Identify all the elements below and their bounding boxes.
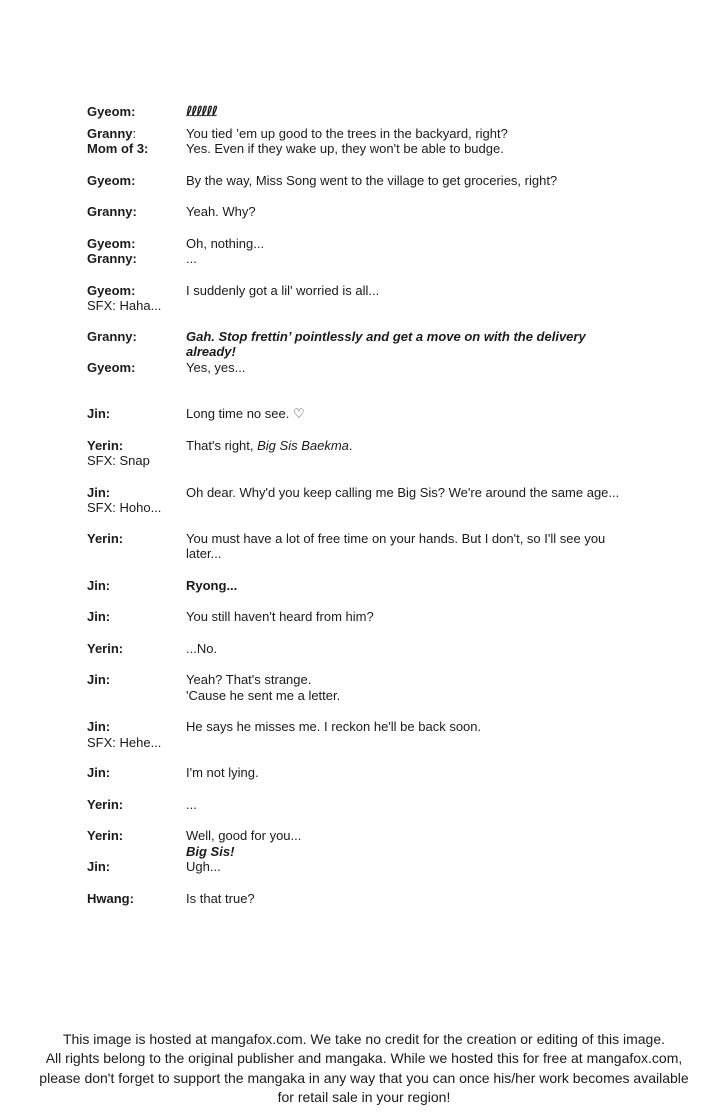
speaker-label: Jin: [87, 765, 111, 780]
sfx-row [87, 500, 687, 516]
dialogue-group [87, 173, 687, 189]
dialogue-line [186, 104, 217, 121]
dialogue-segment: ...No. [186, 640, 218, 656]
dialogue-group [87, 609, 687, 625]
hosting-disclaimer [0, 1030, 728, 1108]
dialogue-text [186, 672, 340, 703]
dialogue-text [186, 283, 379, 299]
dialogue-row [87, 578, 687, 594]
dialogue-text [186, 828, 301, 859]
dialogue-segment: By the way, Miss Song went to the village to get groceries, right? [186, 172, 558, 188]
dialogue-line [186, 531, 605, 547]
dialogue-line [186, 891, 255, 907]
speaker-label: Jin: [87, 719, 111, 734]
dialogue-group [87, 104, 687, 121]
dialogue-line [186, 173, 557, 189]
dialogue-group [87, 126, 687, 157]
speaker-label: Mom of 3: [87, 141, 149, 156]
dialogue-row [87, 609, 687, 625]
dialogue-row [87, 891, 687, 907]
dialogue-group [87, 828, 687, 875]
dialogue-group [87, 578, 687, 594]
dialogue-group [87, 485, 687, 516]
dialogue-text [186, 485, 619, 501]
dialogue-segment: . [348, 437, 353, 453]
sfx-row [87, 735, 687, 751]
dialogue-segment: Oh dear. Why'd you keep calling me Big Sis? We're around the same age... [186, 484, 620, 500]
dialogue-line [186, 204, 256, 220]
dialogue-line [186, 344, 586, 360]
dialogue-segment: Big Sis Baekma [257, 437, 349, 453]
dialogue-line [186, 688, 340, 704]
speaker-label: Granny: [87, 204, 137, 219]
dialogue-group [87, 406, 687, 422]
dialogue-segment: You must have a lot of free time on your hands. But I don't, so I'll see you [186, 530, 606, 546]
dialogue-row [87, 283, 687, 299]
speaker-label: Gyeom: [87, 172, 136, 188]
dialogue-group [87, 641, 687, 657]
dialogue-row [87, 719, 687, 735]
dialogue-segment: Ryong... [186, 577, 238, 593]
dialogue-segment: Yes. Even if they wake up, they won't be able to budge. [186, 141, 504, 156]
dialogue-segment: Big Sis! [186, 843, 235, 859]
dialogue-row [87, 485, 687, 501]
dialogue-row [87, 173, 687, 189]
speaker-label: Hwang: [87, 890, 134, 906]
dialogue-text [186, 141, 504, 157]
dialogue-row [87, 797, 687, 813]
dialogue-row [87, 204, 687, 220]
dialogue-group [87, 719, 687, 750]
dialogue-group [87, 797, 687, 813]
speaker-label: Gyeom: [87, 359, 136, 375]
dialogue-row [87, 765, 687, 781]
dialogue-text [186, 641, 217, 657]
dialogue-text [186, 891, 255, 907]
speaker-label: Yerin: [87, 828, 124, 843]
dialogue-text [186, 609, 374, 625]
speaker-label [87, 126, 186, 142]
dialogue-row [87, 406, 687, 422]
dialogue-line [186, 251, 197, 267]
dialogue-segment: You still haven't heard from him? [186, 609, 374, 624]
speaker-label: Gyeom: [87, 282, 136, 298]
dialogue-segment: Oh, nothing... [186, 235, 265, 251]
dialogue-text [186, 578, 237, 594]
dialogue-transcript [87, 104, 687, 906]
dialogue-segment: You tied ’em up good to the trees in the backyard, right? [186, 125, 508, 141]
footer-line: please don't forget to support the mangaka in any way that you can once his/her work becomes available [39, 1069, 689, 1086]
dialogue-line [186, 765, 259, 781]
sfx-row [87, 453, 687, 469]
dialogue-row [87, 672, 687, 703]
dialogue-segment: later... [186, 546, 222, 561]
speaker-label: Jin: [87, 484, 111, 500]
dialogue-segment: I suddenly got a lil' worried is all... [186, 282, 380, 298]
speaker-label: Granny: [87, 251, 137, 266]
dialogue-row [87, 531, 687, 562]
dialogue-segment: Long time no see. ♡ [186, 406, 305, 421]
dialogue-segment: ... [186, 796, 197, 812]
dialogue-segment: 'Cause he sent me a letter. [186, 687, 341, 703]
dialogue-text [186, 360, 246, 376]
dialogue-group [87, 891, 687, 907]
footer-line: for retail sale in your region! [277, 1089, 451, 1106]
dialogue-line [186, 126, 508, 142]
dialogue-row [87, 126, 687, 142]
sfx-label: SFX: Snap [87, 453, 150, 468]
dialogue-group [87, 329, 687, 376]
dialogue-row [87, 828, 687, 859]
dialogue-line [186, 828, 301, 844]
dialogue-text [186, 236, 264, 252]
dialogue-row [87, 141, 687, 157]
speaker-label: Jin: [87, 609, 111, 624]
dialogue-line [186, 641, 217, 657]
speaker-label: Yerin: [87, 796, 124, 812]
dialogue-line [186, 719, 481, 735]
dialogue-segment: Is that true? [186, 890, 255, 906]
speaker-colon: : [132, 125, 137, 141]
dialogue-text [186, 251, 197, 267]
dialogue-line [186, 329, 586, 345]
dialogue-segment: ... [186, 251, 197, 266]
dialogue-segment: Gah. Stop frettin’ pointlessly and get a move on with the delivery [186, 328, 586, 344]
dialogue-text [186, 531, 605, 562]
dialogue-row [87, 251, 687, 267]
speaker-label: Jin: [87, 406, 111, 421]
sfx-label: SFX: Hehe... [87, 734, 162, 750]
dialogue-text [186, 719, 481, 735]
dialogue-line [186, 609, 374, 625]
dialogue-text [186, 438, 353, 454]
script-scribble: ℓℓℓℓℓℓ [186, 104, 217, 120]
speaker-label: Yerin: [87, 437, 124, 453]
dialogue-segment: Yes, yes... [186, 359, 246, 375]
dialogue-line [186, 141, 504, 157]
dialogue-row [87, 859, 687, 875]
dialogue-segment: Well, good for you... [186, 828, 302, 843]
dialogue-group [87, 531, 687, 562]
dialogue-segment: Yeah? That's strange. [186, 672, 312, 687]
footer-line: All rights belong to the original publisher and mangaka. While we hosted this for free at mangafox.com, [45, 1050, 683, 1067]
dialogue-line [186, 859, 221, 875]
sfx-label: SFX: Hoho... [87, 500, 162, 515]
dialogue-text [186, 765, 259, 781]
dialogue-segment: Ugh... [186, 859, 221, 874]
footer-line: This image is hosted at mangafox.com. We take no credit for the creation or editing of this image. [62, 1031, 666, 1047]
dialogue-group [87, 672, 687, 703]
dialogue-text [186, 797, 197, 813]
speaker-label: Granny: [87, 328, 137, 344]
dialogue-segment: He says he misses me. I reckon he'll be back soon. [186, 719, 482, 734]
dialogue-line [186, 236, 264, 252]
sfx-label: SFX: Haha... [87, 298, 162, 313]
dialogue-segment: already! [186, 344, 236, 359]
dialogue-group [87, 438, 687, 469]
dialogue-line [186, 485, 619, 501]
dialogue-line [186, 797, 197, 813]
dialogue-line [186, 578, 237, 594]
speaker-label: Jin: [87, 859, 111, 874]
speaker-label: Jin: [87, 577, 111, 593]
speaker-name: Granny [87, 125, 133, 141]
dialogue-row [87, 360, 687, 376]
dialogue-text [186, 173, 557, 189]
dialogue-text [186, 204, 256, 220]
dialogue-line [186, 844, 301, 860]
speaker-label: Gyeom: [87, 104, 136, 119]
dialogue-segment: I'm not lying. [186, 765, 259, 780]
dialogue-group [87, 236, 687, 267]
dialogue-line [186, 406, 305, 422]
dialogue-group [87, 283, 687, 314]
dialogue-row [87, 641, 687, 657]
dialogue-text [186, 329, 586, 360]
dialogue-text [186, 126, 508, 142]
dialogue-text [186, 104, 217, 121]
dialogue-row [87, 104, 687, 121]
dialogue-line [186, 360, 246, 376]
dialogue-line [186, 546, 605, 562]
dialogue-line [186, 283, 379, 299]
dialogue-row [87, 438, 687, 454]
dialogue-segment: Yeah. Why? [186, 204, 256, 219]
sfx-row [87, 298, 687, 314]
dialogue-text [186, 859, 221, 875]
speaker-label: Yerin: [87, 530, 124, 546]
dialogue-group [87, 765, 687, 781]
speaker-label: Yerin: [87, 640, 124, 656]
dialogue-segment: That's right, [186, 437, 258, 453]
dialogue-row [87, 236, 687, 252]
speaker-label: Jin: [87, 672, 111, 687]
dialogue-line [186, 672, 340, 688]
dialogue-group [87, 204, 687, 220]
dialogue-text [186, 406, 305, 422]
dialogue-line [186, 438, 353, 454]
speaker-label: Gyeom: [87, 235, 136, 251]
dialogue-row [87, 329, 687, 360]
